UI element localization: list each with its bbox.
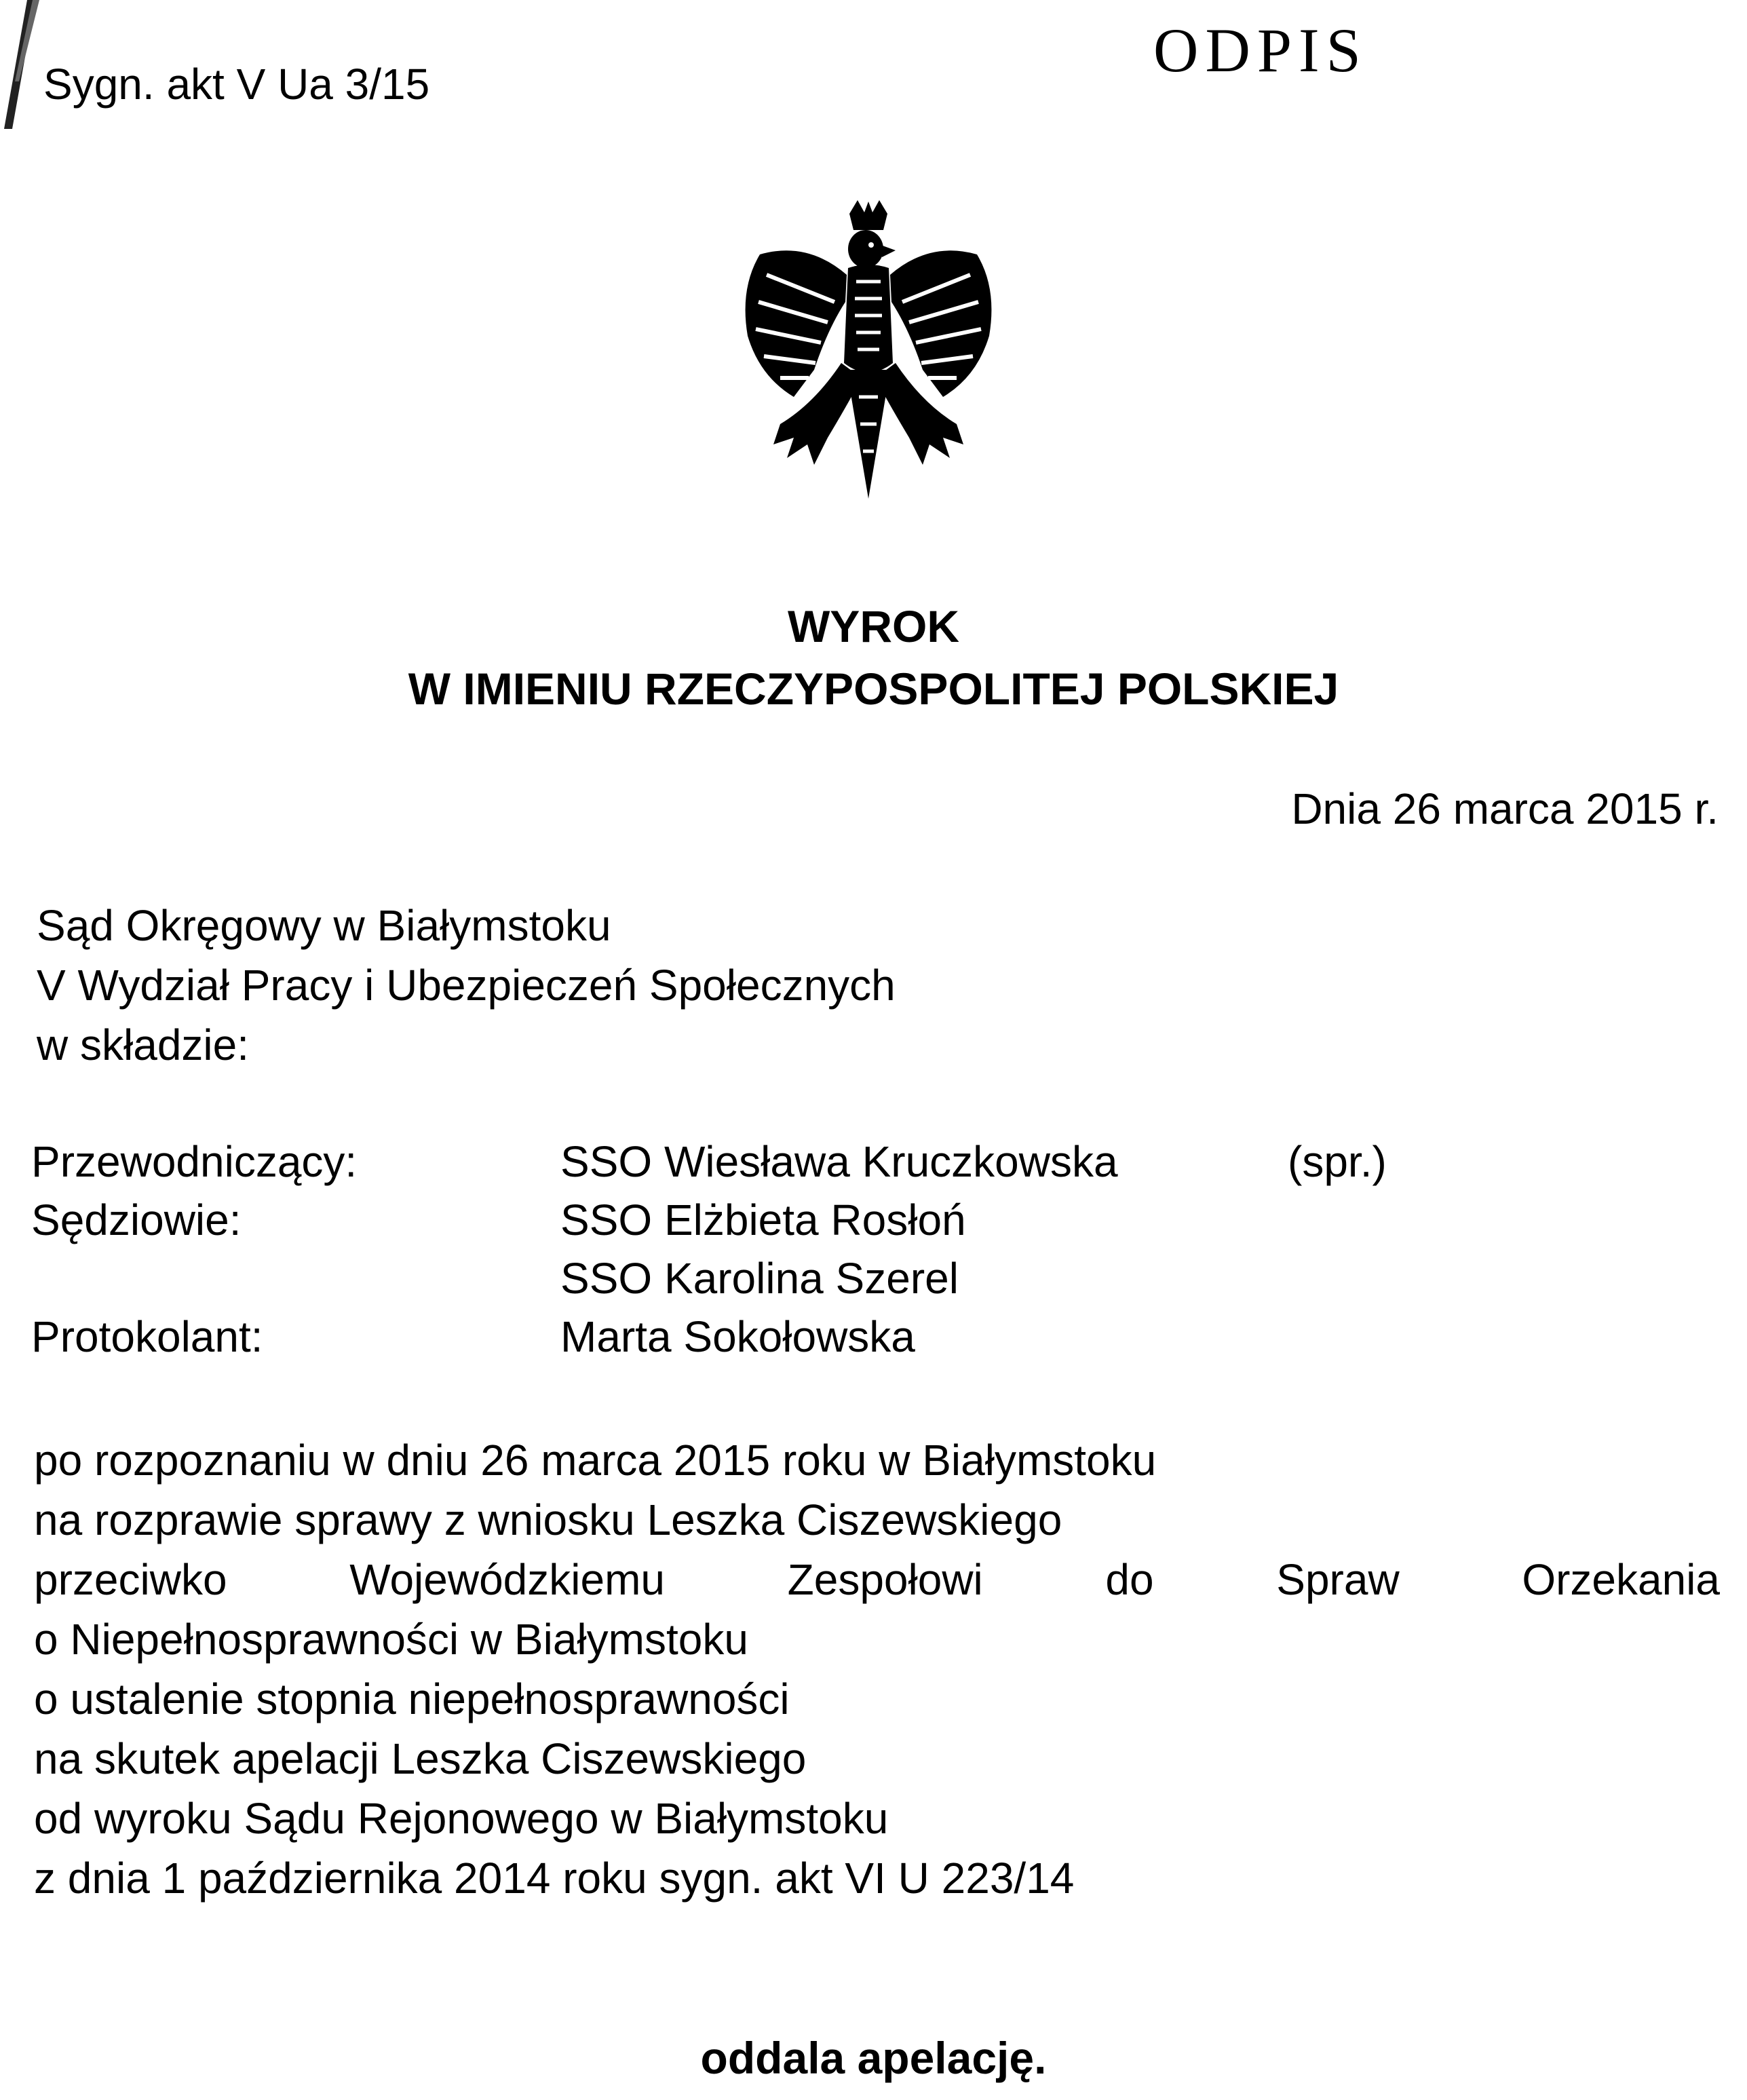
composition-intro: w składzie: (37, 1020, 249, 1069)
judge-name: SSO Karolina Szerel (560, 1254, 959, 1303)
body-line: o Niepełnosprawności w Białymstoku (34, 1615, 748, 1664)
body-line: po rozpoznaniu w dniu 26 marca 2015 roku w Białymstoku (34, 1436, 1157, 1485)
clerk-role: Protokolant: (31, 1312, 263, 1361)
judgment-date: Dnia 26 marca 2015 r. (1291, 784, 1719, 833)
body-word: do (1105, 1555, 1154, 1604)
body-word: Wojewódzkiemu (349, 1555, 665, 1604)
rapporteur-note: (spr.) (1288, 1137, 1387, 1186)
clerk-name: Marta Sokołowska (560, 1312, 915, 1361)
case-number: Sygn. akt V Ua 3/15 (43, 60, 430, 109)
copy-stamp: ODPIS (1153, 16, 1368, 85)
body-line-justified (34, 1555, 1720, 1604)
judges-role: Sędziowie: (31, 1196, 242, 1244)
body-word: przeciwko (34, 1555, 227, 1604)
polish-eagle-emblem-icon (733, 200, 1004, 499)
body-line: na skutek apelacji Leszka Ciszewskiego (34, 1734, 807, 1783)
court-name: Sąd Okręgowy w Białymstoku (37, 901, 611, 950)
body-line: o ustalenie stopnia niepełnosprawności (34, 1675, 790, 1723)
body-line: na rozprawie sprawy z wniosku Leszka Ciszewskiego (34, 1495, 1062, 1544)
document-title: WYROK (788, 601, 959, 651)
judge-name: SSO Elżbieta Rosłoń (560, 1196, 966, 1244)
body-word: Orzekania (1522, 1555, 1720, 1604)
court-division: V Wydział Pracy i Ubezpieczeń Społecznych (37, 961, 896, 1010)
chair-name: SSO Wiesława Kruczkowska (560, 1137, 1118, 1186)
chair-role: Przewodniczący: (31, 1137, 358, 1186)
body-word: Spraw (1276, 1555, 1400, 1604)
body-word: Zespołowi (787, 1555, 983, 1604)
scan-edge-mark (0, 0, 41, 129)
body-line: od wyroku Sądu Rejonowego w Białymstoku (34, 1794, 889, 1843)
document-subtitle: W IMIENIU RZECZYPOSPOLITEJ POLSKIEJ (408, 664, 1339, 714)
verdict: oddala apelację. (700, 2033, 1047, 2083)
body-line: z dnia 1 października 2014 roku sygn. akt VI U 223/14 (34, 1854, 1075, 1903)
